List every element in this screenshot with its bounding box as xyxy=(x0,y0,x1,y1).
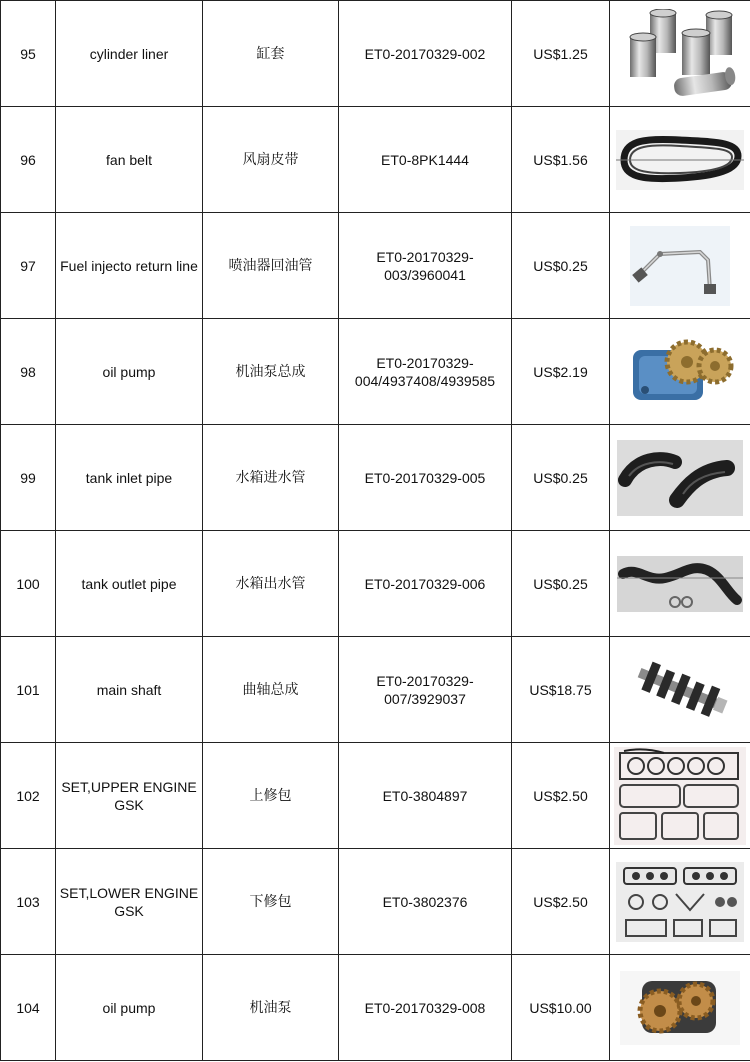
oil-pump-photo-icon xyxy=(610,319,750,425)
item-number: 103 xyxy=(1,849,56,955)
part-price: US$0.25 xyxy=(512,531,610,637)
outlet-pipe-photo-icon xyxy=(610,531,750,637)
table-row xyxy=(1,213,750,319)
part-code: ET0-20170329-005 xyxy=(339,425,512,531)
table-row xyxy=(1,531,750,637)
table-row xyxy=(1,955,750,1061)
part-name-chinese: 曲轴总成 xyxy=(203,637,339,743)
item-number: 97 xyxy=(1,213,56,319)
item-number: 95 xyxy=(1,1,56,107)
part-code: ET0-20170329-004/4937408/4939585 xyxy=(339,319,512,425)
fan-belt-photo-icon xyxy=(610,107,750,213)
table-row xyxy=(1,743,750,849)
part-code: ET0-20170329-006 xyxy=(339,531,512,637)
part-name-english: oil pump xyxy=(56,955,203,1061)
part-price: US$18.75 xyxy=(512,637,610,743)
part-name-chinese: 水箱进水管 xyxy=(203,425,339,531)
item-number: 96 xyxy=(1,107,56,213)
part-code: ET0-20170329-003/3960041 xyxy=(339,213,512,319)
table-row xyxy=(1,425,750,531)
table-row xyxy=(1,1,750,107)
return-line-photo-icon xyxy=(610,213,750,319)
part-name-chinese: 缸套 xyxy=(203,1,339,107)
part-code: ET0-20170329-008 xyxy=(339,955,512,1061)
part-code: ET0-3802376 xyxy=(339,849,512,955)
lower-gasket-set-photo-icon xyxy=(610,849,750,955)
part-name-chinese: 上修包 xyxy=(203,743,339,849)
item-number: 101 xyxy=(1,637,56,743)
part-name-english: Fuel injecto return line xyxy=(56,213,203,319)
part-price: US$2.50 xyxy=(512,849,610,955)
part-name-chinese: 风扇皮带 xyxy=(203,107,339,213)
part-name-english: fan belt xyxy=(56,107,203,213)
item-number: 104 xyxy=(1,955,56,1061)
cylinder-liner-photo-icon xyxy=(610,1,750,107)
part-name-chinese: 喷油器回油管 xyxy=(203,213,339,319)
oil-pump-gears-photo-icon xyxy=(610,955,750,1061)
table-row xyxy=(1,319,750,425)
part-code: ET0-8PK1444 xyxy=(339,107,512,213)
table-row xyxy=(1,849,750,955)
part-name-english: main shaft xyxy=(56,637,203,743)
part-price: US$1.25 xyxy=(512,1,610,107)
part-name-english: tank outlet pipe xyxy=(56,531,203,637)
part-name-chinese: 机油泵总成 xyxy=(203,319,339,425)
part-name-english: SET,UPPER ENGINE GSK xyxy=(56,743,203,849)
part-price: US$0.25 xyxy=(512,425,610,531)
part-code: ET0-20170329-007/3929037 xyxy=(339,637,512,743)
table-row xyxy=(1,637,750,743)
part-price: US$2.19 xyxy=(512,319,610,425)
part-price: US$2.50 xyxy=(512,743,610,849)
item-number: 99 xyxy=(1,425,56,531)
crankshaft-photo-icon xyxy=(610,637,750,743)
part-name-english: cylinder liner xyxy=(56,1,203,107)
part-name-chinese: 水箱出水管 xyxy=(203,531,339,637)
item-number: 102 xyxy=(1,743,56,849)
part-code: ET0-3804897 xyxy=(339,743,512,849)
part-name-chinese: 机油泵 xyxy=(203,955,339,1061)
part-name-english: oil pump xyxy=(56,319,203,425)
item-number: 100 xyxy=(1,531,56,637)
part-price: US$0.25 xyxy=(512,213,610,319)
item-number: 98 xyxy=(1,319,56,425)
upper-gasket-set-photo-icon xyxy=(610,743,750,849)
part-price: US$1.56 xyxy=(512,107,610,213)
part-code: ET0-20170329-002 xyxy=(339,1,512,107)
part-price: US$10.00 xyxy=(512,955,610,1061)
part-name-english: tank inlet pipe xyxy=(56,425,203,531)
part-name-english: SET,LOWER ENGINE GSK xyxy=(56,849,203,955)
part-name-chinese: 下修包 xyxy=(203,849,339,955)
table-row xyxy=(1,107,750,213)
inlet-pipe-photo-icon xyxy=(610,425,750,531)
